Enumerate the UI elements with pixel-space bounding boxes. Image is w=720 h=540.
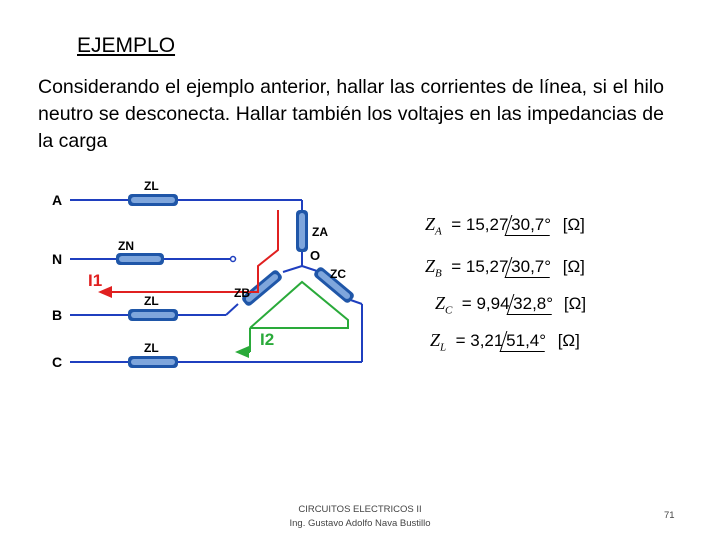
label-node-o: O — [310, 248, 321, 263]
label-zl-b: ZL — [144, 294, 159, 308]
label-zn: ZN — [118, 239, 134, 253]
resistor-zn — [116, 253, 164, 265]
equation-za: $Z_A = 15,27$ 30,7° [Ω] — [425, 214, 585, 238]
resistor-zl-c — [128, 356, 178, 368]
line-label-c: C — [52, 354, 63, 370]
footer-author: Ing. Gustavo Adolfo Nava Bustillo — [289, 518, 431, 529]
equation-zl: $Z_L = 3,21$ 51,4° [Ω] — [430, 330, 580, 354]
footer-course: CIRCUITOS ELECTRICOS II — [298, 504, 422, 515]
neutral-open-terminal — [231, 257, 236, 262]
resistor-zl-a — [128, 194, 178, 206]
label-zc: ZC — [330, 267, 346, 281]
resistor-zl-b — [128, 309, 178, 321]
line-label-b: B — [52, 307, 63, 323]
circuit-diagram — [40, 170, 380, 380]
label-za: ZA — [312, 225, 328, 239]
page-number: 71 — [664, 510, 675, 521]
label-i1: I1 — [88, 271, 103, 290]
line-label-a: A — [52, 192, 63, 208]
resistor-za — [296, 210, 308, 252]
label-zb: ZB — [234, 286, 250, 300]
label-i2: I2 — [260, 330, 275, 349]
problem-statement: Considerando el ejemplo anterior, hallar las corrientes de línea, si el hilo neutro se desconecta. Hallar también los voltajes en las impedancias de la carga — [38, 76, 664, 152]
arrow-i2-icon — [235, 346, 249, 358]
equation-zc: $Z_C = 9,94$ 32,8° [Ω] — [435, 293, 587, 317]
current-path-i1 — [110, 210, 278, 292]
label-zl-a: ZL — [144, 179, 159, 193]
label-zl-c: ZL — [144, 341, 159, 355]
slide-title: EJEMPLO — [77, 34, 176, 57]
line-label-n: N — [52, 251, 63, 267]
equation-zb: $Z_B = 15,27$ 30,7° [Ω] — [425, 256, 585, 280]
